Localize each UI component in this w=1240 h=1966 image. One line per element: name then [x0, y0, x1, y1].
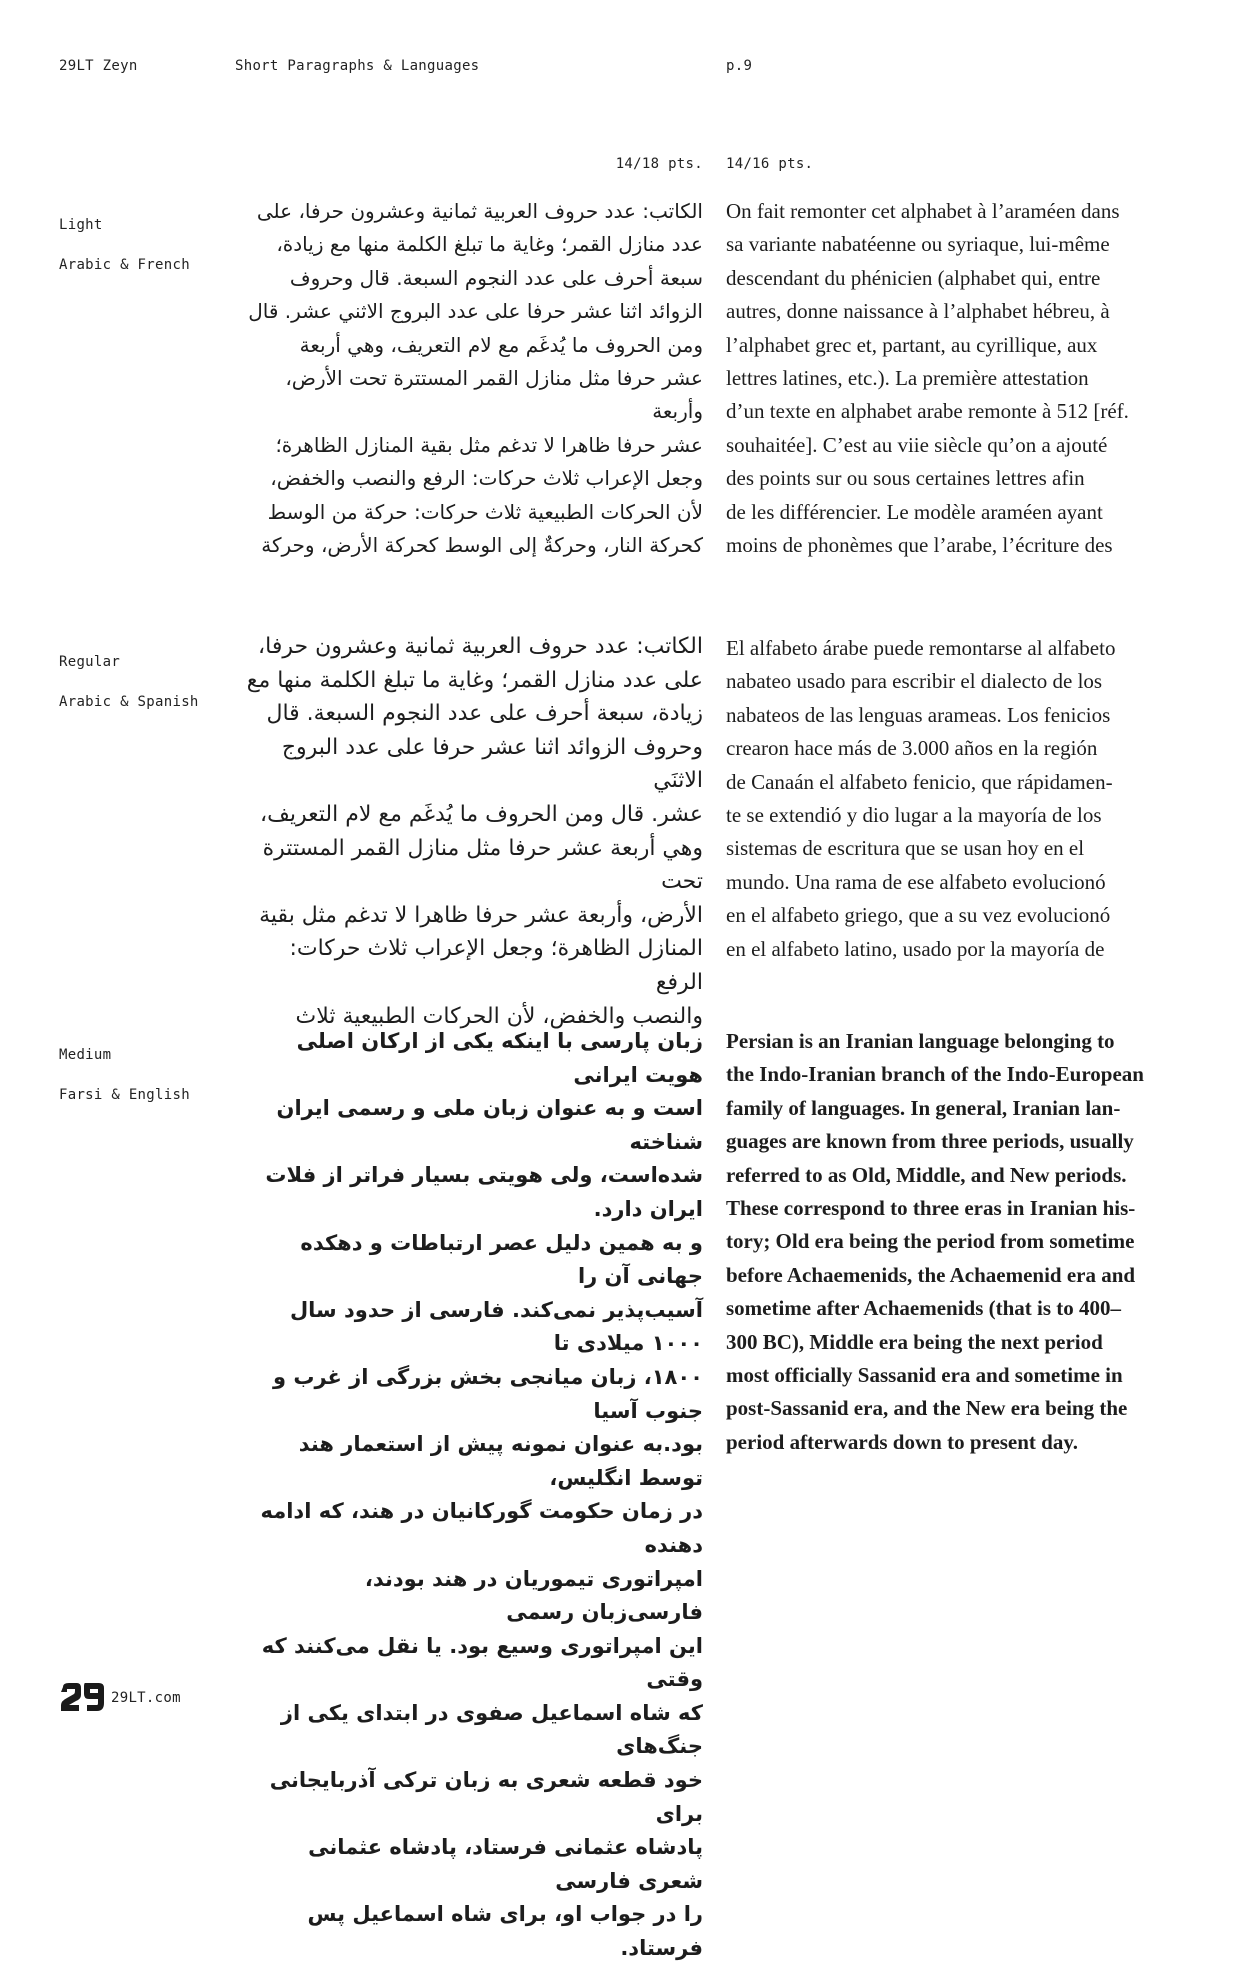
website-link[interactable]: 29LT.com — [111, 1690, 181, 1706]
weight-label: Light — [59, 217, 103, 233]
spanish-paragraph: El alfabeto árabe puede remontarse al alfabeto nabateo usado para escribir el dialecto de los nabateos de las lenguas arameas. Los fenicios crearon hace más de 3.000 años en la región de Canaán el alfabeto fenicio, que rápidamen- te se extendió y dio lugar a la mayoría de los sistemas de escritura que se usan hoy en el mundo. Una rama de ese alfabeto evolucionó en el alfabeto griego, que a su vez evolucionó en el alfabeto latino, usado por la mayoría de — [726, 636, 1116, 961]
section-title: Short Paragraphs & Languages — [235, 58, 480, 74]
languages-label: Farsi & English — [59, 1087, 190, 1103]
languages-label: Arabic & French — [59, 257, 190, 273]
weight-label: Regular — [59, 654, 121, 670]
block-regular-label — [59, 632, 239, 732]
footer — [59, 1683, 181, 1713]
block-medium-label — [59, 1025, 239, 1125]
block-light-label — [59, 195, 239, 295]
page-number: p.9 — [726, 58, 753, 74]
french-paragraph: On fait remonter cet alphabet à l’araméen dans sa variante nabatéenne ou syriaque, lui-même descendant du phénicien (alphabet qui, entre autres, donne naissance à l’alphabet hébreu, à l’alphabet grec et, partant, au cyrillique, aux lettres latines, etc.). La première attestation d’un texte en alphabet arabe remonte à 512 [réf. souhaitée]. C’est au viie siècle qu’on a ajouté des points sur ou sous certaines lettres afin de les différencier. Le modèle araméen ayant moins de phonèmes que l’arabe, l’écriture des — [726, 199, 1129, 558]
arabic-paragraph-regular: الكاتب: عدد حروف العربية ثمانية وعشرون حرفا، على عدد منازل القمر؛ وغاية ما تبلغ الكلمة منها مع زيادة، سبعة أحرف على عدد النجوم السبعة. قال وحروف الزوائد اثنا عشر حرفا على عدد البروج الاثنَي عشر. قال ومن الحروف ما يُدغَم مع لام التعريف، وهي أربعة عشر حرفا مثل منازل القمر المستترة تحت الأرض، وأربعة عشر حرفا ظاهرا لا تدغم مثل بقية المنازل الظاهرة؛ وجعل الإعراب ثلاث حركات: الرفع والنصب والخفض، لأن الحركات الطبيعية ثلاث — [246, 634, 703, 1029]
arabic-paragraph-light: الكاتب: عدد حروف العربية ثمانية وعشرون حرفا، على عدد منازل القمر؛ وغاية ما تبلغ الكلمة منها مع زيادة، سبعة أحرف على عدد النجوم السبعة. قال وحروف الزوائد اثنا عشر حرفا على عدد البروج الاثني عشر. قال ومن الحروف ما يُدغَم مع لام التعريف، وهي أربعة عشر حرفا مثل منازل القمر المستترة تحت الأرض، وأربعة عشر حرفا ظاهرا لا تدغم مثل بقية المنازل الظاهرة؛ وجعل الإعراب ثلاث حركات: الرفع والنصب والخفض، لأن الحركات الطبيعية ثلاث حركات: حركة من الوسط كحركة النار، وحركةٌ إلى الوسط كحركة الأرض، وحركة — [248, 199, 703, 558]
weight-label: Medium — [59, 1047, 112, 1063]
29lt-logo-icon — [59, 1683, 105, 1713]
languages-label: Arabic & Spanish — [59, 694, 199, 710]
farsi-paragraph-medium: زبان پارسی با اینکه یکی از ارکان اصلی هویت ایرانی است و به عنوان زبان ملی و رسمی ایران شناخته شده‌است، ولی هویتی بسیار فراتر از فلات ایران دارد. و به همین دلیل عصر ارتباطات و دهکده جهانی آن را آسیب‌پذیر نمی‌کند. فارسی از حدود سال ۱۰۰۰ میلادی تا ۱۸۰۰، زبان میانجی بخش بزرگی از غرب و جنوب آسیا بود.به عنوان نمونه پیش از استعمار هند توسط انگلیس، در زمان حکومت گورکانیان در هند، که ادامه دهنده امپراتوری تیموریان در هند بودند، فارسی‌زبان رسمی این امپراتوری وسیع بود. یا نقل می‌کنند که وقتی که شاه اسماعیل صفوی در ابتدای یکی از جنگ‌های خود قطعه شعری به زبان ترکی آذربایجانی برای پادشاه عثمانی فرستاد، پادشاه عثمانی شعری فارسی را در جواب او، برای شاه اسماعیل پس فرستاد. — [260, 1029, 703, 1961]
arabic-size-label: 14/18 pts. — [615, 156, 703, 172]
font-name: 29LT Zeyn — [59, 58, 138, 74]
latin-size-label: 14/16 pts. — [726, 156, 814, 172]
english-paragraph: Persian is an Iranian language belonging to the Indo-Iranian branch of the Indo-European family of languages. In general, Iranian lan- guages are known from three periods, usually referred to as Old, Middle, and New periods. These correspond to three eras in Iranian his- tory; Old era being the period from sometime before Achaemenids, the Achaemenid era and sometime after Achaemenids (that is to 400– 300 BC), Middle era being the next period most officially Sassanid era and sometime in post-Sassanid era, and the New era being the period afterwards down to present day. — [726, 1029, 1144, 1454]
